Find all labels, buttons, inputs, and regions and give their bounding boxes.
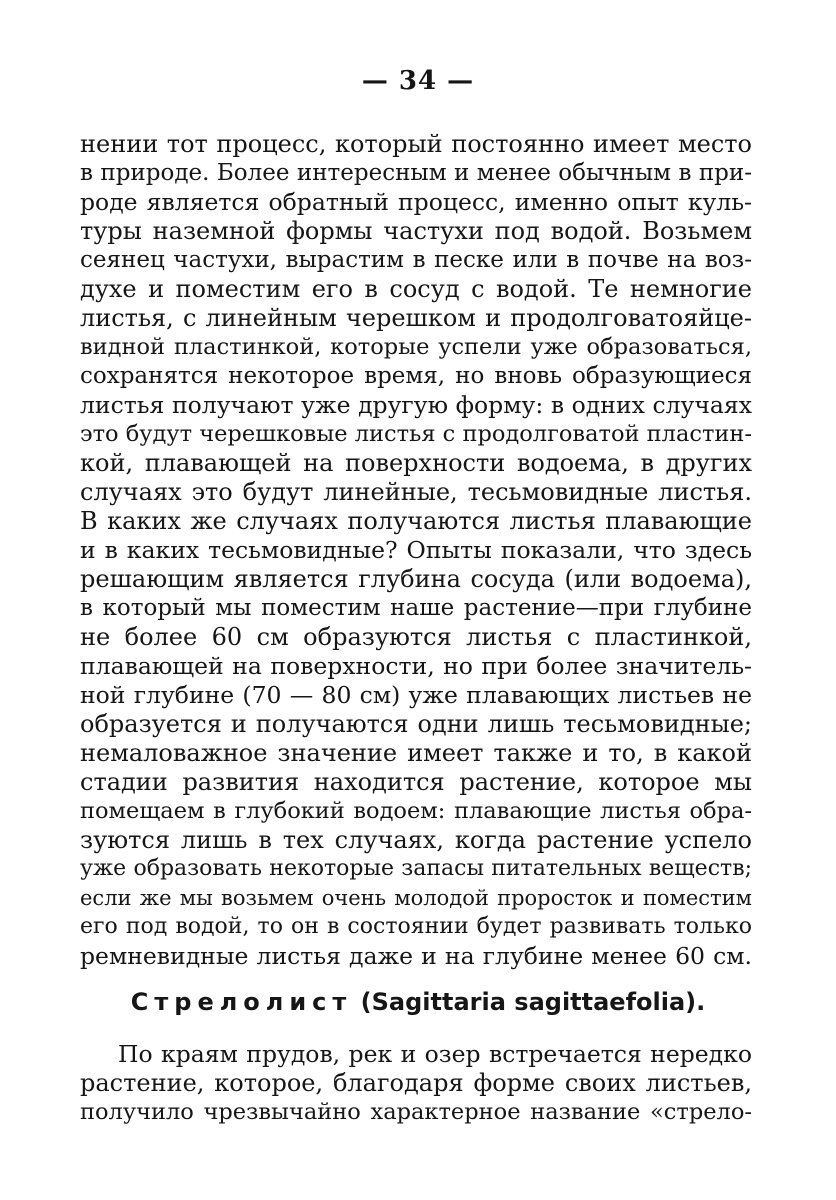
text-line: и в каких тесьмовидные? Опыты показали, что здесь [80,536,752,564]
text-line: не более 60 см образуются листья с пластинкой, [80,623,752,651]
text-line: духе и поместим его в сосуд с водой. Те немногие [80,275,752,303]
text-line: его под водой, то он в состоянии будет развивать только [80,914,752,939]
text-line: сохранятся некоторое время, но вновь образующиеся [80,363,752,389]
heading-russian-name: Стрелолист [130,988,353,1016]
text-line: образуется и получаются одни лишь тесьмовидные; [80,710,752,738]
text-line: плавающей на поверхности, но при более значитель- [80,652,752,680]
text-line: получило чрезвычайно характерное название «стрело- [80,1099,752,1125]
text-line: роде является обратный процесс, именно опыт куль- [80,188,752,216]
text-line: в природе. Более интересным и менее обычным в при- [80,160,752,186]
section-heading [0,985,836,1019]
text-line: растение, которое, благодаря форме своих листьев, [80,1069,752,1097]
text-line: стадии развития находится растение, которое мы [80,768,752,796]
text-line: По краям прудов, рек и озер встречается нередко [118,1040,752,1068]
text-line: кой, плавающей на поверхности водоема, в других [80,449,752,477]
text-line: это будут черешковые листья с продолговатой пластин- [80,421,752,447]
text-line: нении тот процесс, который постоянно имеет место [80,130,752,158]
text-line: немаловажное значение имеет также и то, в какой [80,739,752,767]
text-line: листья получают уже другую форму: в одних случаях [80,391,752,419]
text-line: листья, с линейным черешком и продолговатояйце- [80,304,752,332]
text-line: уже образовать некоторые запасы питательных веществ; [80,856,752,881]
text-line: решающим является глубина сосуда (или водоема), [80,565,752,593]
text-line: в который мы поместим наше растение—при глубине [80,595,752,621]
text-line: ремневидные листья даже и на глубине менее 60 см. [80,942,752,970]
text-line: случаях это будут линейные, тесьмовидные листья. [80,478,752,506]
page-number: — 34 — [361,66,475,96]
text-line: туры наземной формы частухи под водой. Возьмем [80,217,752,245]
text-line: ной глубине (70 — 80 см) уже плавающих листьев не [80,681,752,709]
heading-latin-name: (Sagittaria sagittaefolia). [360,988,706,1016]
text-line: если же мы возьмем очень молодой проросток и поместим [80,886,752,910]
text-line: В каких же случаях получаются листья плавающие [80,507,752,535]
text-line: сеянец частухи, вырастим в песке или в почве на воз- [80,247,752,273]
text-line: помещаем в глубокий водоем: плавающие листья обра- [80,798,752,824]
text-line: видной пластинкой, которые успели уже образоваться, [80,334,752,360]
text-line: зуются лишь в тех случаях, когда растение успело [80,826,752,854]
